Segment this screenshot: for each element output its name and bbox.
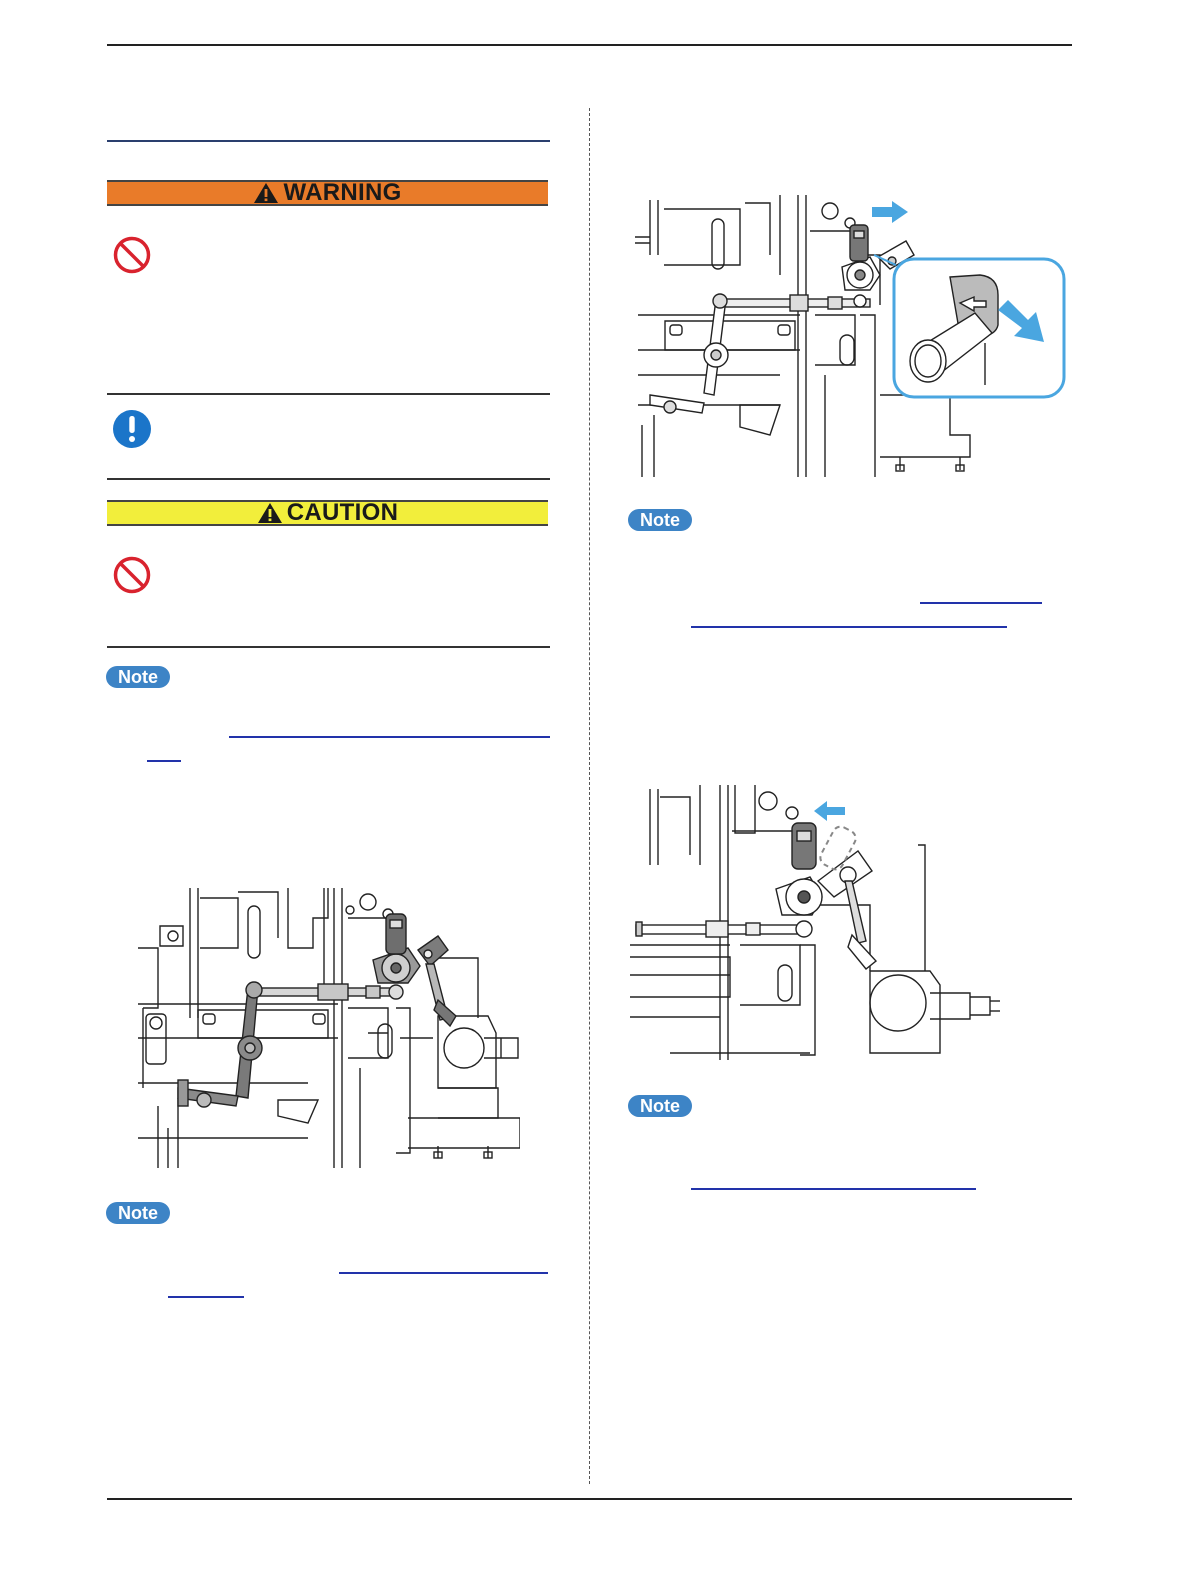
note-badge: Note bbox=[106, 666, 170, 688]
divider bbox=[107, 646, 550, 648]
cross-reference-link[interactable] bbox=[691, 626, 1007, 628]
warning-label: WARNING bbox=[283, 179, 402, 206]
cross-reference-link[interactable] bbox=[920, 602, 1042, 604]
cross-reference-link[interactable] bbox=[691, 1188, 976, 1190]
footer-rule bbox=[107, 1498, 1072, 1500]
divider bbox=[107, 393, 550, 395]
column-divider bbox=[589, 108, 590, 1484]
section-heading-rule bbox=[107, 140, 550, 142]
cross-reference-link[interactable] bbox=[168, 1296, 244, 1298]
warning-banner bbox=[107, 180, 548, 206]
divider bbox=[107, 478, 550, 480]
note-badge: Note bbox=[628, 509, 692, 531]
arrow-icon bbox=[813, 800, 847, 822]
warning-triangle-icon bbox=[253, 182, 279, 204]
cross-reference-link[interactable] bbox=[147, 760, 181, 762]
prohibition-icon bbox=[112, 235, 152, 275]
cross-reference-link[interactable] bbox=[339, 1272, 548, 1274]
arrow-icon bbox=[870, 200, 910, 224]
caution-label: CAUTION bbox=[286, 499, 399, 526]
caution-banner bbox=[107, 500, 548, 526]
arrow-icon bbox=[996, 298, 1050, 350]
prohibition-icon bbox=[112, 555, 152, 595]
note-badge: Note bbox=[106, 1202, 170, 1224]
exclamation-icon bbox=[112, 409, 152, 449]
mechanism-illustration bbox=[630, 785, 1002, 1060]
warning-triangle-icon bbox=[257, 502, 283, 524]
header-rule bbox=[107, 44, 1072, 46]
note-badge: Note bbox=[628, 1095, 692, 1117]
cross-reference-link[interactable] bbox=[229, 736, 550, 738]
mechanism-illustration bbox=[138, 888, 520, 1168]
